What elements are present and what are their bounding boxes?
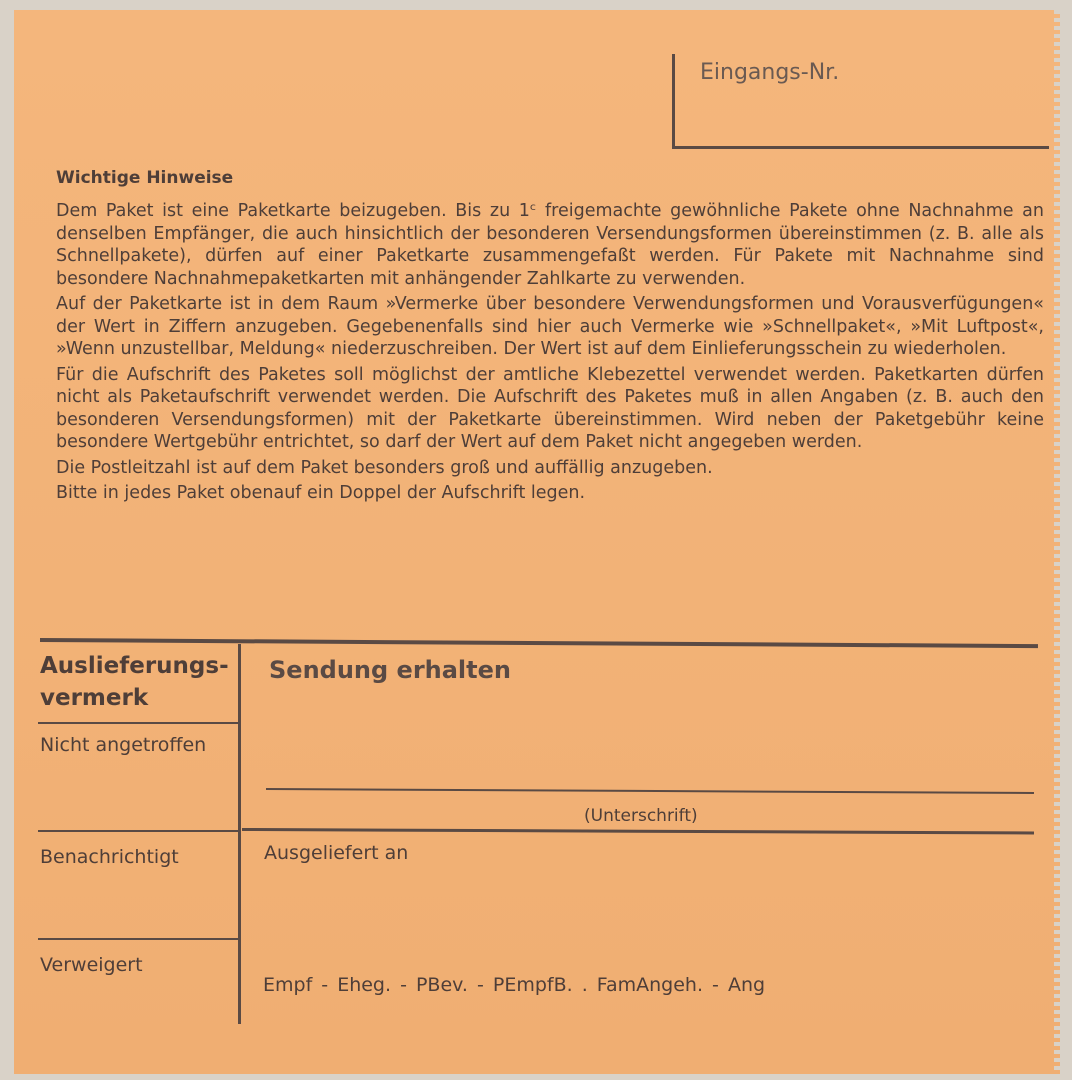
ausgeliefert-an-label: Ausgeliefert an	[264, 842, 409, 864]
signature-line	[266, 788, 1034, 794]
sendung-erhalten-title: Sendung erhalten	[269, 656, 511, 684]
hinweise-text	[56, 200, 1044, 508]
auslieferungsvermerk-title-line1: Auslieferungs-	[40, 653, 229, 679]
benachrichtigt-field: Benachrichtigt	[40, 846, 179, 868]
eingangs-nr-label: Eingangs-Nr.	[700, 60, 840, 85]
signature-section-divider	[242, 828, 1034, 834]
left-divider-2	[38, 830, 238, 832]
nicht-angetroffen-field: Nicht angetroffen	[40, 734, 207, 756]
hinweise-paragraph-1: Dem Paket ist eine Paketkarte beizugeben. Bis zu 1ᶜ freigemachte gewöhnliche Pakete ohne Nachnahme an denselben Empfänger, die auch hinsichtlich der besonderen Versendungsformen übereinstimmen (z. B. alle als Schnellpakete), dürfen auf einer Paketkarte zusammengefaßt werden. Für Pakete mit Nachnahme sind besondere Nachnahmepaketkarten mit anhängender Zahlkarte zu verwenden.	[56, 201, 1044, 289]
hinweise-paragraph-5: Bitte in jedes Paket obenauf ein Doppel der Aufschrift legen.	[56, 483, 586, 503]
empfaenger-options: Empf - Eheg. - PBev. - PEmpfB. . FamAngeh. - Ang	[263, 974, 766, 996]
unterschrift-label: (Unterschrift)	[584, 806, 698, 826]
left-divider-3	[38, 938, 238, 940]
verweigert-field: Verweigert	[40, 954, 143, 976]
column-divider	[238, 644, 241, 1024]
hinweise-paragraph-4: Die Postleitzahl ist auf dem Paket besonders groß und auffällig anzugeben.	[56, 457, 713, 478]
auslieferungsvermerk-title-line2: vermerk	[40, 685, 149, 711]
parcel-card	[14, 10, 1060, 1074]
section-divider	[40, 638, 1038, 648]
hinweise-title: Wichtige Hinweise	[56, 168, 234, 188]
perforated-edge	[1054, 10, 1060, 1074]
auslieferungsvermerk-title	[40, 650, 229, 714]
hinweise-paragraph-3: Für die Aufschrift des Paketes soll möglichst der amtliche Klebezettel verwendet werden. Paketkarten dürfen nicht als Paketaufschrift verwendet werden. Die Aufschrift des Paketes muß in allen Angaben (z. B. auch den besonderen Versendungsformen) mit der Paketkarte übereinstimmen. Wird neben der Paketgebühr keine besondere Wertgebühr entrichtet, so darf der Wert auf dem Paket nicht angegeben werden.	[56, 364, 1044, 452]
hinweise-paragraph-2: Auf der Paketkarte ist in dem Raum »Vermerke über besondere Verwendungsformen und Vorausverfügungen« der Wert in Ziffern anzugeben. Gegebenenfalls sind hier auch Vermerke wie »Schnellpaket«, »Mit Luftpost«, »Wenn unzustellbar, Meldung« niederzuschreiben. Der Wert ist auf dem Einlieferungsschein zu wiederholen.	[56, 294, 1044, 359]
left-divider-1	[38, 722, 238, 724]
